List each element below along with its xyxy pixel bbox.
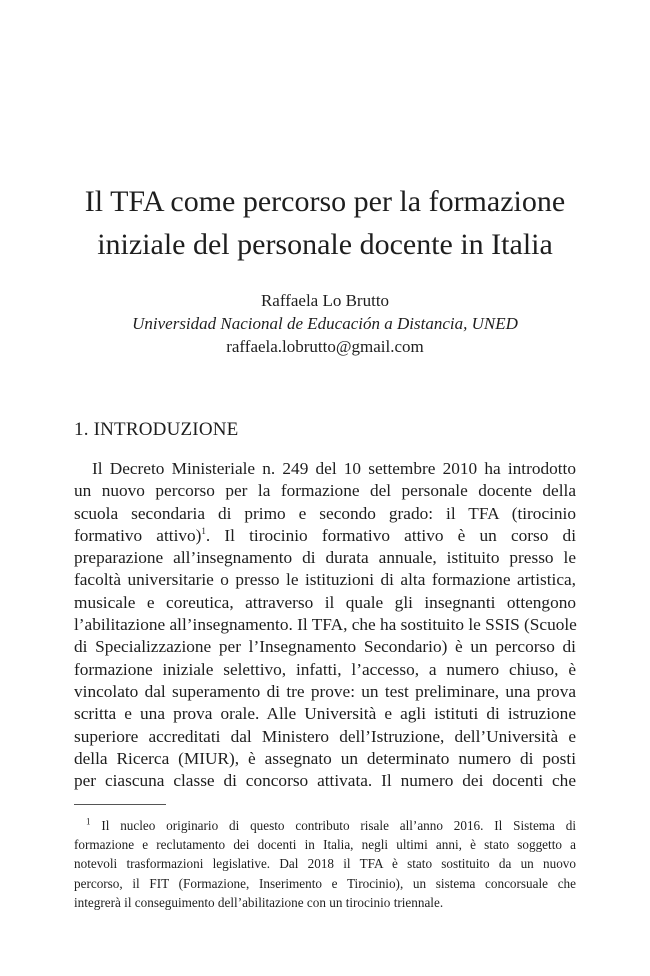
footnote-text: Il nucleo originario di questo contributo risale all’anno 2016. Il Sistema di bbox=[101, 818, 576, 833]
footnote bbox=[74, 816, 576, 912]
body-line: vincolato dal superamento di tre prove: un test preliminare, una prova bbox=[74, 681, 576, 701]
body-line: scritta e una prova orale. Alle Università e agli istituti di istruzione bbox=[74, 704, 576, 724]
section-heading: 1. INTRODUZIONE bbox=[74, 419, 239, 440]
body-line: Il Decreto Ministeriale n. 249 del 10 settembre 2010 ha introdotto bbox=[92, 459, 576, 478]
body-line: per ciascuna classe di concorso attivata. Il numero dei docenti che bbox=[74, 771, 576, 791]
paper-title bbox=[40, 180, 610, 266]
body-line: l’abilitazione all’insegnamento. Il TFA, che ha sostituito le SSIS (Scuole bbox=[74, 615, 577, 635]
author-affiliation: Universidad Nacional de Educación a Distancia, UNED bbox=[132, 314, 518, 333]
body-line: un nuovo percorso per la formazione del personale docente della bbox=[74, 481, 576, 501]
body-line-with-footnote bbox=[74, 525, 576, 547]
author-name: Raffaela Lo Brutto bbox=[260, 291, 390, 310]
footnote-reference: 1 bbox=[201, 526, 206, 537]
footnote-marker: 1 bbox=[86, 816, 91, 827]
body-line: della Ricerca (MIUR), è assegnato un determinato numero di posti bbox=[74, 748, 576, 768]
footnote-line: notevoli trasformazioni legislative. Dal 2018 il TFA è stato sostituito da un nuovo bbox=[74, 856, 576, 872]
body-line-segment: . Il tirocinio formativo attivo è un corso di bbox=[205, 525, 576, 545]
body-line: di Specializzazione per l’Insegnamento Secondario) è un percorso di bbox=[74, 637, 576, 657]
body-line: preparazione all’insegnamento di durata annuale, istituito presso le bbox=[74, 548, 576, 568]
title-line: iniziale del personale docente in Italia bbox=[97, 228, 553, 261]
footnote-line bbox=[74, 816, 576, 835]
body-line: superiore accreditati dal Ministero dell’Istruzione, dell’Università e bbox=[74, 726, 576, 746]
body-line: formazione iniziale selettivo, infatti, l’accesso, a numero chiuso, è bbox=[74, 659, 576, 679]
body-line: scuola secondaria di primo e secondo grado: il TFA (tirocinio bbox=[74, 503, 576, 523]
footnote-line: percorso, il FIT (Formazione, Inserimento e Tirocinio), un sistema concorsuale che bbox=[74, 875, 576, 891]
author-block bbox=[40, 289, 610, 358]
body-paragraph bbox=[74, 458, 576, 792]
footnote-divider bbox=[74, 804, 166, 805]
author-email: raffaela.lobrutto@gmail.com bbox=[226, 337, 424, 356]
body-line-segment: formativo attivo) bbox=[74, 525, 202, 545]
title-line: Il TFA come percorso per la formazione bbox=[84, 185, 566, 218]
footnote-line: integrerà il conseguimento dell’abilitazione con un tirocinio triennale. bbox=[74, 894, 444, 910]
body-line: facoltà universitarie o presso le istituzioni di alta formazione artistica, bbox=[74, 570, 576, 590]
footnote-line: formazione e reclutamento dei docenti in Italia, negli ultimi anni, è stato soggetto a bbox=[74, 837, 576, 853]
body-line: musicale e coreutica, attraverso il quale gli insegnanti ottengono bbox=[74, 592, 576, 612]
